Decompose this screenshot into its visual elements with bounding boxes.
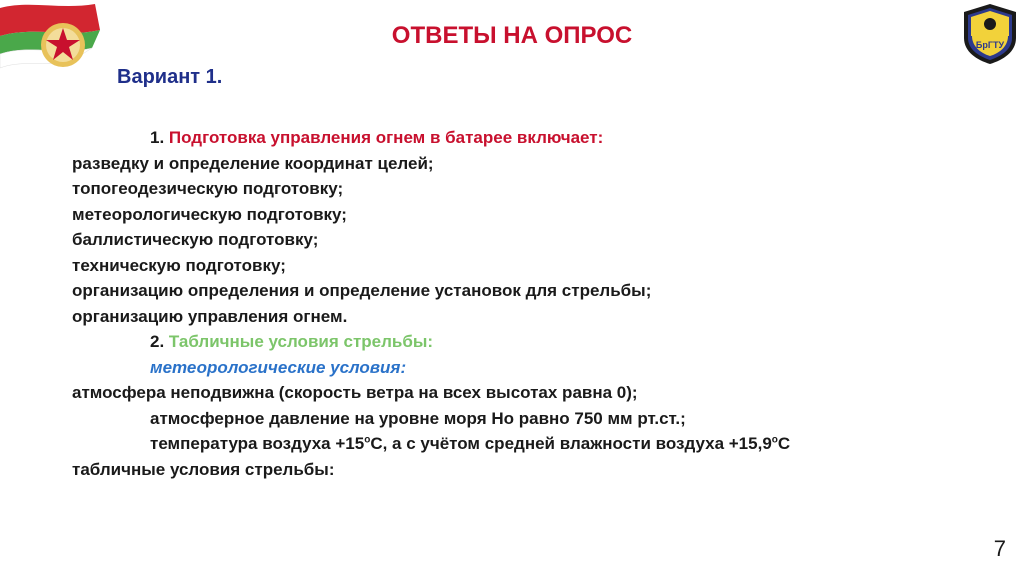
answer-content [72,125,992,482]
section1-heading-line [72,125,992,151]
page-number: 7 [993,536,1006,561]
degree-sup: o [771,434,778,446]
humidity-text: С, а с учётом средней влажности воздуха +15,9 [370,434,772,453]
section2-line: атмосфера неподвижна (скорость ветра на всех высотах равна 0); [72,383,638,402]
section1-heading: Подготовка управления огнем в батарее включает: [168,128,604,147]
section2-heading: Табличные условия стрельбы: [168,332,434,351]
variant-label: Вариант 1. [117,66,223,88]
section2-subheading: метеорологические условия: [150,357,407,377]
section1-item: организацию определения и определение установок для стрельбы; [72,281,652,300]
degree-sup: o [364,434,371,446]
section1-item: топогеодезическую подготовку; [72,179,344,198]
section1-item: техническую подготовку; [72,255,286,275]
svg-text:БрГТУ: БрГТУ [975,40,1005,50]
section1-item: метеорологическую подготовку; [72,204,347,224]
slide-title: ОТВЕТЫ НА ОПРОС [391,22,633,49]
section1-item: баллистическую подготовку; [72,230,319,249]
section2-line: атмосферное давление на уровне моря Ho равно 750 мм рт.ст.; [150,408,686,428]
section1-number: 1. [150,128,165,147]
section2-line: табличные условия стрельбы: [72,459,335,479]
section2-heading-line [72,329,992,355]
section2-temperature-line [72,431,992,457]
section2-number: 2. [150,332,165,351]
celsius-text: С [777,434,791,453]
section1-item: разведку и определение координат целей; [72,153,434,173]
section1-item: организацию управления огнем. [72,306,348,326]
temperature-text: температура воздуха +15 [150,434,365,453]
